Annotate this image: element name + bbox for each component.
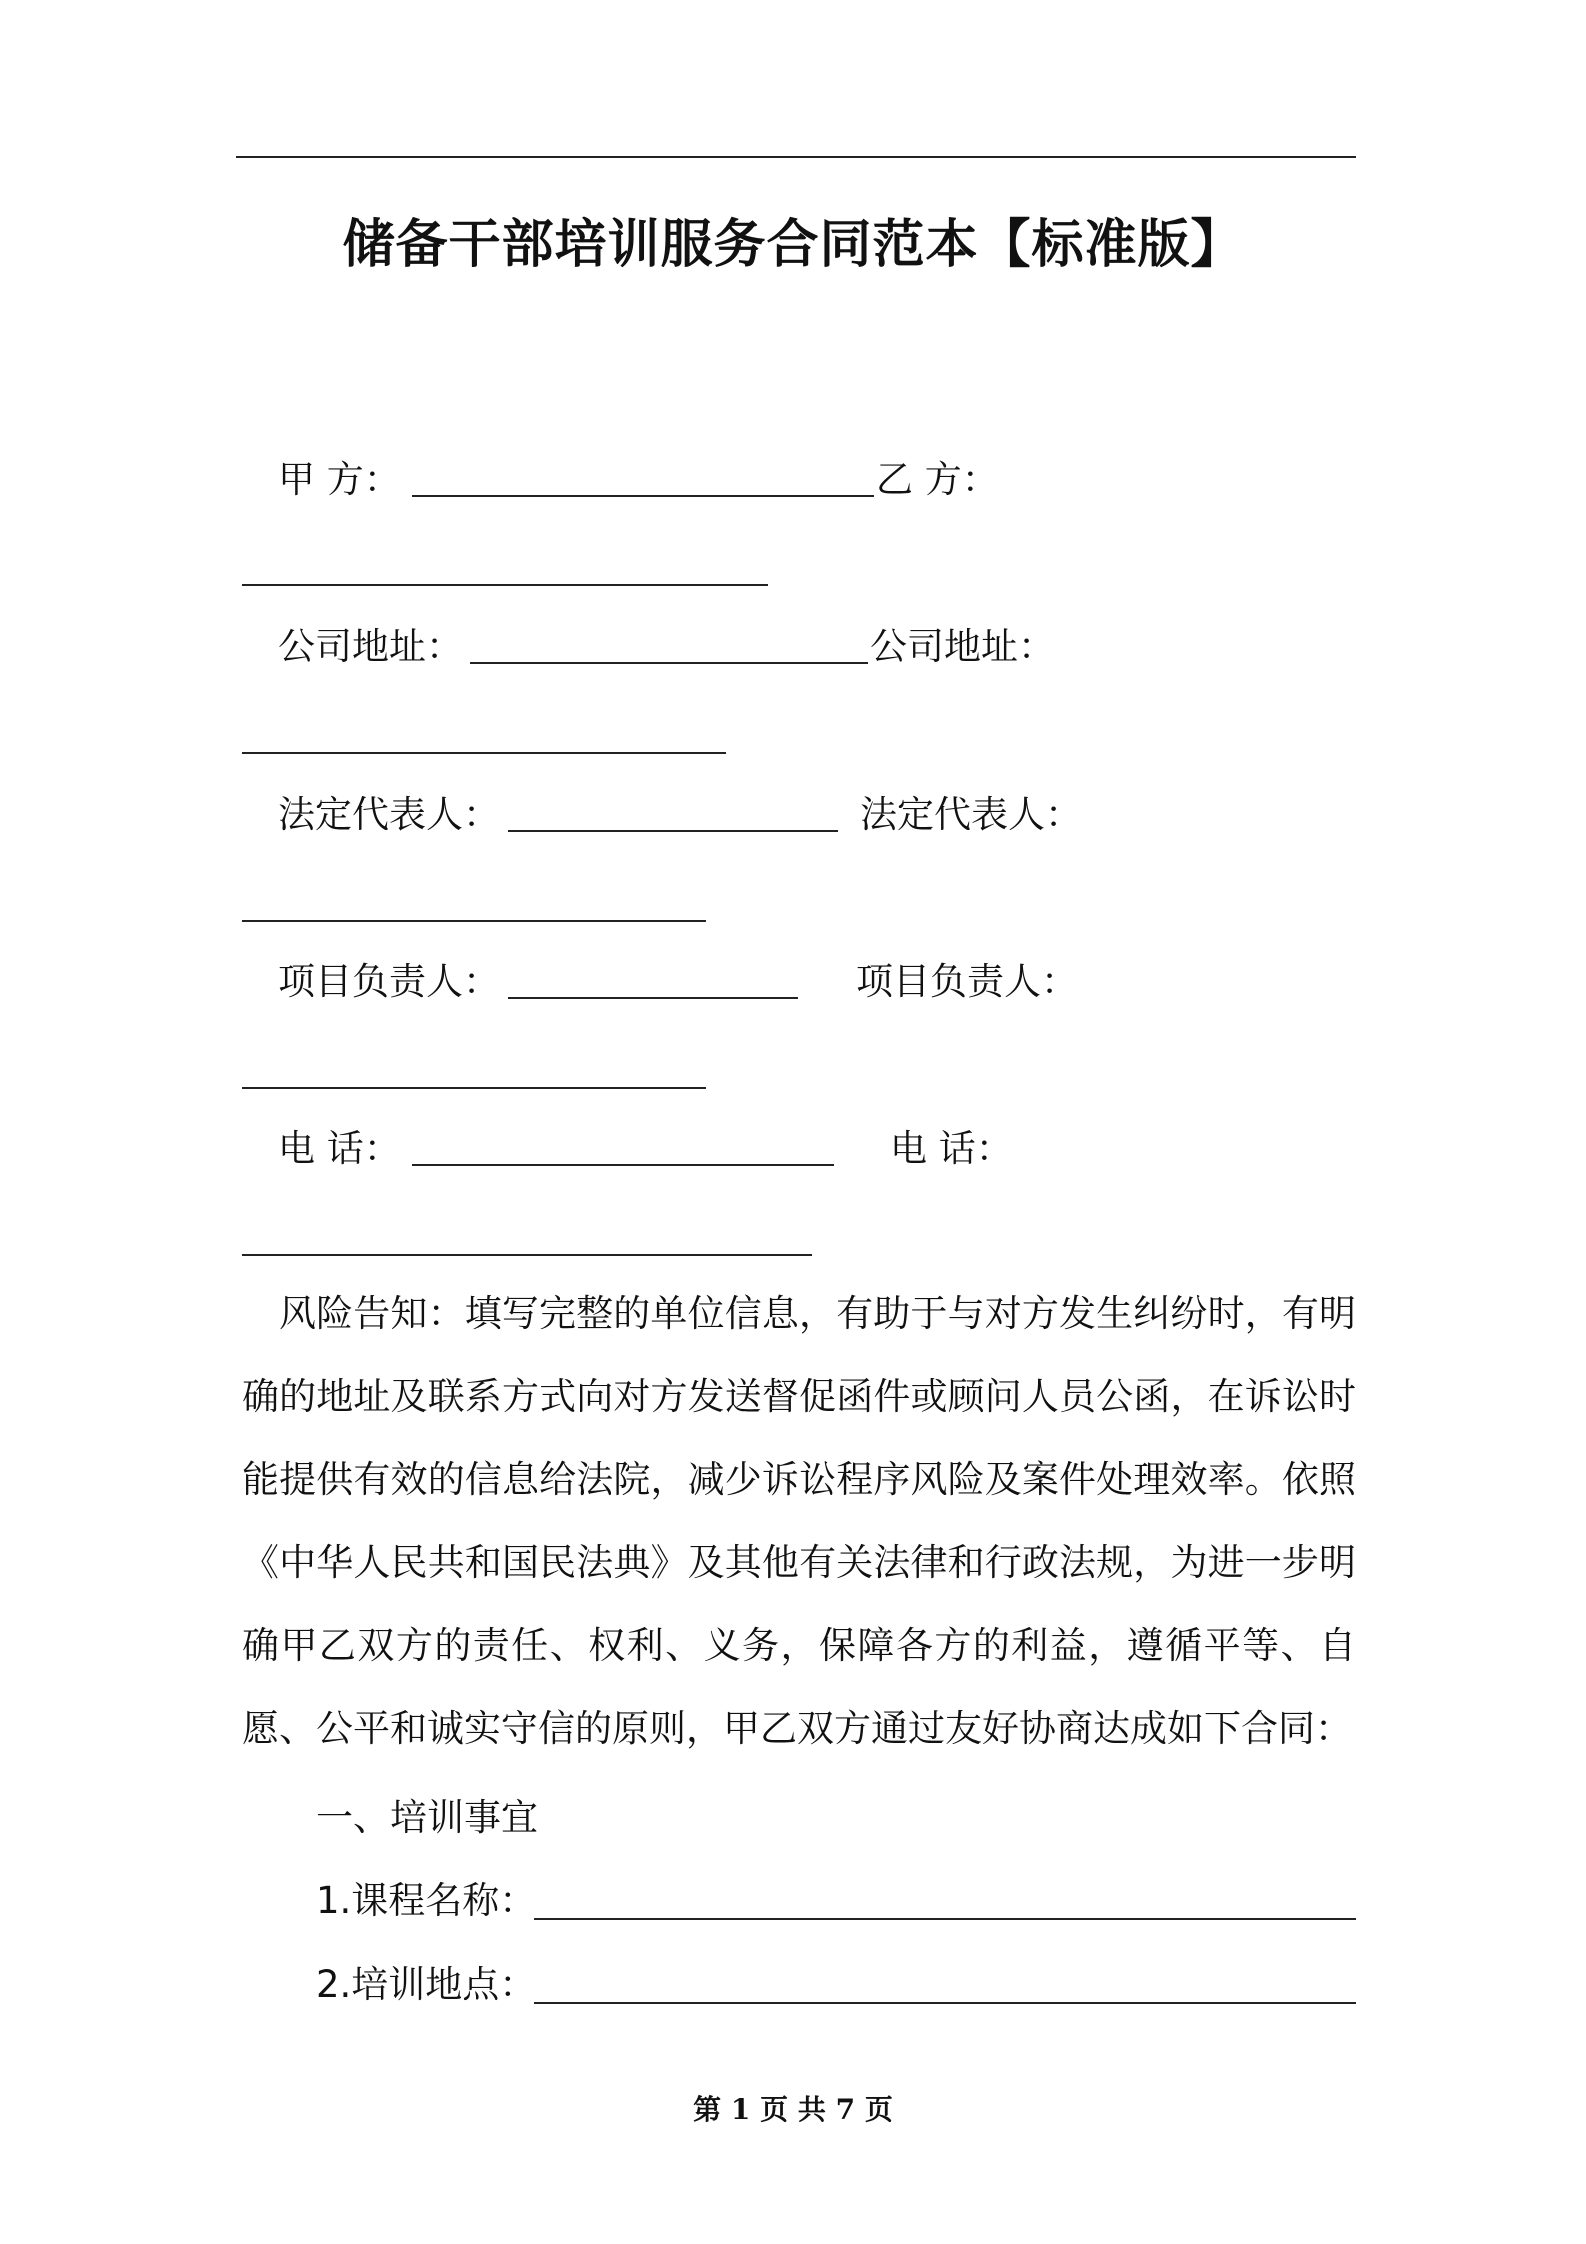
party-a-blank[interactable] <box>412 495 874 497</box>
phone-b-label: 电 话： <box>890 1127 1013 1170</box>
address-a-blank[interactable] <box>470 662 868 664</box>
page-indicator: 第 1 页 共 7 页 <box>693 2093 893 2126</box>
phone-a-label: 电 话： <box>278 1127 401 1170</box>
address-a-label: 公司地址： <box>278 625 463 668</box>
location-blank[interactable] <box>534 2002 1356 2004</box>
address-b-label: 公司地址： <box>870 625 1055 668</box>
course-name-label: 1.课程名称： <box>316 1879 537 1922</box>
phone-a-blank[interactable] <box>412 1164 834 1166</box>
document-title: 储备干部培训服务合同范本【标准版】 <box>342 215 1244 275</box>
header-rule <box>236 156 1356 158</box>
address-b-blank[interactable] <box>242 752 726 754</box>
project-lead-a-blank[interactable] <box>508 997 798 999</box>
party-b-blank[interactable] <box>242 584 768 586</box>
section-1-heading: 一、培训事宜 <box>316 1796 538 1839</box>
project-lead-b-blank[interactable] <box>242 1087 706 1089</box>
legal-rep-a-blank[interactable] <box>508 830 838 832</box>
risk-notice-paragraph: 风险告知：填写完整的单位信息，有助于与对方发生纠纷时，有明确的地址及联系方式向对方发送督促函件或顾问人员公函，在诉讼时能提供有效的信息给法院，减少诉讼程序风险及案件处理效率。依照《中华人民共和国民法典》及其他有关法律和行政法规，为进一步明确甲乙双方的责任、权利、义务，保障各方的利益，遵循平等、自愿、公平和诚实守信的原则，甲乙双方通过友好协商达成如下合同： <box>242 1292 1356 1750</box>
legal-rep-a-label: 法定代表人： <box>278 793 500 836</box>
legal-rep-b-label: 法定代表人： <box>860 793 1082 836</box>
project-lead-a-label: 项目负责人： <box>278 960 500 1003</box>
phone-b-blank[interactable] <box>242 1254 812 1256</box>
party-b-label: 乙 方： <box>876 458 999 501</box>
location-label: 2.培训地点： <box>316 1963 537 2006</box>
course-name-blank[interactable] <box>534 1918 1356 1920</box>
party-a-label: 甲 方： <box>278 458 401 501</box>
legal-rep-b-blank[interactable] <box>242 920 706 922</box>
project-lead-b-label: 项目负责人： <box>856 960 1078 1003</box>
